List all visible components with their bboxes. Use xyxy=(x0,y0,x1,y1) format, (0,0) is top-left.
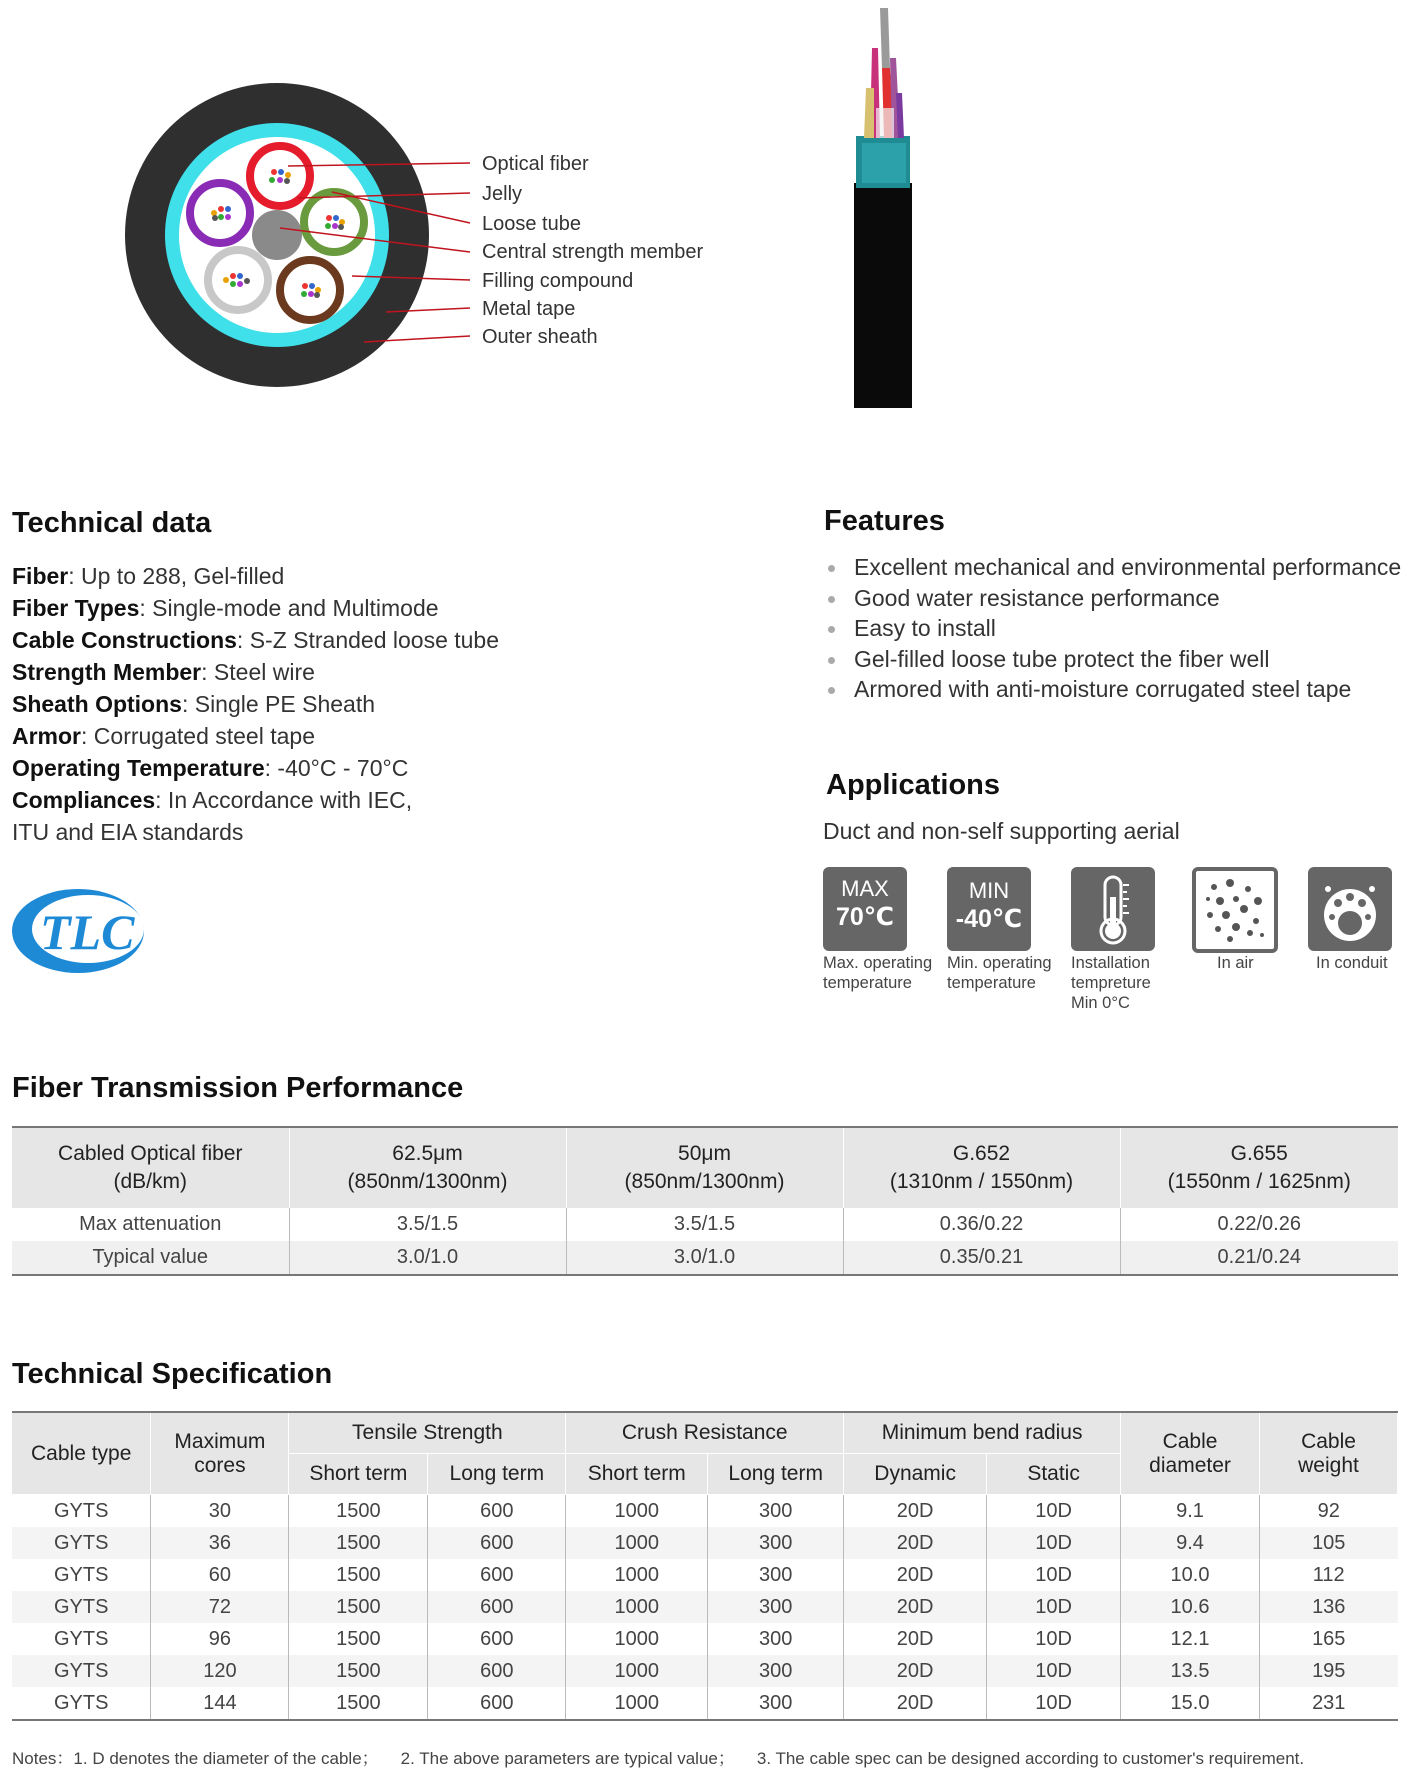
table-cell: GYTS xyxy=(12,1559,151,1591)
table-row xyxy=(12,1687,1398,1720)
table-cell: 1500 xyxy=(289,1527,428,1559)
table-cell: 13.5 xyxy=(1121,1655,1260,1687)
technical-data-list xyxy=(12,560,499,848)
spec-header-diameter: Cable diameter xyxy=(1121,1412,1260,1495)
features-title: Features xyxy=(824,505,945,537)
label-loose-tube: Loose tube xyxy=(482,213,581,235)
table-cell: 10D xyxy=(987,1655,1121,1687)
tech-item: Strength Member: Steel wire xyxy=(12,659,315,685)
perf-header: Cabled Optical fiber (dB/km) xyxy=(12,1127,289,1208)
table-cell: 9.1 xyxy=(1121,1495,1260,1528)
table-cell: 120 xyxy=(151,1655,289,1687)
applications-title: Applications xyxy=(826,769,1001,801)
table-cell: 105 xyxy=(1260,1527,1398,1559)
perf-header: 50μm (850nm/1300nm) xyxy=(566,1127,843,1208)
table-cell: 1000 xyxy=(566,1655,708,1687)
tech-item: Fiber Types: Single-mode and Multimode xyxy=(12,595,439,621)
table-cell: GYTS xyxy=(12,1655,151,1687)
min-temperature-icon: MIN -40℃ xyxy=(947,867,1031,951)
table-row: Max attenuation 3.5/1.5 3.5/1.5 0.36/0.22 0.22/0.26 xyxy=(12,1208,1398,1241)
tlc-logo xyxy=(10,885,150,975)
table-cell: 1500 xyxy=(289,1687,428,1720)
tech-item: Armor: Corrugated steel tape xyxy=(12,723,315,749)
table-cell: 10D xyxy=(987,1527,1121,1559)
table-cell: 20D xyxy=(844,1591,987,1623)
in-air-caption: In air xyxy=(1217,954,1254,972)
table-row xyxy=(12,1495,1398,1528)
table-cell: 600 xyxy=(428,1495,566,1528)
tech-item: Compliances: In Accordance with IEC, xyxy=(12,787,413,813)
feature-item: Easy to install xyxy=(826,613,1401,644)
table-cell: 300 xyxy=(708,1559,844,1591)
in-conduit-icon xyxy=(1308,867,1392,951)
tech-item: Cable Constructions: S-Z Stranded loose tube xyxy=(12,627,500,653)
table-cell: 136 xyxy=(1260,1591,1398,1623)
table-cell: 1000 xyxy=(566,1591,708,1623)
spec-header-max-cores: Maximum cores xyxy=(151,1412,289,1495)
table-cell: 1500 xyxy=(289,1655,428,1687)
features-list xyxy=(826,552,1401,705)
in-conduit-caption: In conduit xyxy=(1316,954,1388,972)
applications-subtitle: Duct and non-self supporting aerial xyxy=(823,818,1180,844)
spec-header-bend: Minimum bend radius xyxy=(844,1412,1121,1454)
table-cell: 20D xyxy=(844,1527,987,1559)
feature-item: Excellent mechanical and environmental performance xyxy=(826,552,1401,583)
spec-header-cable-type: Cable type xyxy=(12,1412,151,1495)
table-cell: 1500 xyxy=(289,1591,428,1623)
spec-header-long: Long term xyxy=(708,1454,844,1495)
label-jelly: Jelly xyxy=(482,183,523,205)
spec-table xyxy=(12,1411,1398,1721)
spec-title: Technical Specification xyxy=(12,1358,333,1390)
feature-item: Gel-filled loose tube protect the fiber well xyxy=(826,644,1401,675)
table-cell: 20D xyxy=(844,1655,987,1687)
table-cell: 30 xyxy=(151,1495,289,1528)
spec-header-short: Short term xyxy=(566,1454,708,1495)
table-cell: 36 xyxy=(151,1527,289,1559)
table-cell: 600 xyxy=(428,1655,566,1687)
notes: Notes：1. D denotes the diameter of the cable； 2. The above parameters are typical value； 3. The cable spec can be designed according to customer's requirement. xyxy=(12,1749,1305,1768)
table-cell: 15.0 xyxy=(1121,1687,1260,1720)
technical-data-title: Technical data xyxy=(12,507,212,539)
tech-item-continuation: ITU and EIA standards xyxy=(12,819,244,845)
table-row xyxy=(12,1623,1398,1655)
table-cell: 72 xyxy=(151,1591,289,1623)
table-cell: 195 xyxy=(1260,1655,1398,1687)
table-cell: 20D xyxy=(844,1495,987,1528)
table-cell: 20D xyxy=(844,1559,987,1591)
table-cell: 1500 xyxy=(289,1623,428,1655)
label-metal-tape: Metal tape xyxy=(482,298,576,320)
table-cell: 144 xyxy=(151,1687,289,1720)
tech-item: Fiber: Up to 288, Gel-filled xyxy=(12,563,285,589)
spec-header-long: Long term xyxy=(428,1454,566,1495)
table-row: Typical value 3.0/1.0 3.0/1.0 0.35/0.21 0.21/0.24 xyxy=(12,1241,1398,1275)
installation-temperature-caption: Installation tempreture Min 0°C xyxy=(1071,954,1151,1012)
table-cell: 300 xyxy=(708,1527,844,1559)
spec-header-short: Short term xyxy=(289,1454,428,1495)
table-cell: GYTS xyxy=(12,1527,151,1559)
svg-text:TLC: TLC xyxy=(40,904,135,960)
table-cell: 300 xyxy=(708,1655,844,1687)
table-cell: 300 xyxy=(708,1495,844,1528)
table-cell: 20D xyxy=(844,1623,987,1655)
table-cell: 10D xyxy=(987,1559,1121,1591)
feature-item: Good water resistance performance xyxy=(826,583,1401,614)
table-cell: 600 xyxy=(428,1527,566,1559)
cable-cross-section-diagram xyxy=(120,80,720,400)
table-cell: 10D xyxy=(987,1687,1121,1720)
tech-item: Operating Temperature: -40°C - 70°C xyxy=(12,755,409,781)
table-cell: 1000 xyxy=(566,1623,708,1655)
table-cell: 12.1 xyxy=(1121,1623,1260,1655)
label-filling-compound: Filling compound xyxy=(482,270,634,292)
max-temperature-caption: Max. operating temperature xyxy=(823,954,933,992)
table-cell: 10.0 xyxy=(1121,1559,1260,1591)
table-cell: 92 xyxy=(1317,1499,1340,1522)
in-air-icon xyxy=(1192,867,1278,953)
feature-item: Armored with anti-moisture corrugated steel tape xyxy=(826,674,1401,705)
table-cell: GYTS xyxy=(12,1591,151,1623)
table-cell: 60 xyxy=(151,1559,289,1591)
table-cell: 10D xyxy=(987,1591,1121,1623)
table-cell: 1000 xyxy=(566,1559,708,1591)
table-cell: 1000 xyxy=(566,1527,708,1559)
table-cell: 300 xyxy=(708,1623,844,1655)
perf-header: 62.5μm (850nm/1300nm) xyxy=(289,1127,566,1208)
spec-header-crush: Crush Resistance xyxy=(566,1412,844,1454)
label-central-strength-member: Central strength member xyxy=(482,241,704,263)
performance-table xyxy=(12,1126,1398,1276)
table-cell: 1500 xyxy=(289,1559,428,1591)
label-outer-sheath: Outer sheath xyxy=(482,326,598,348)
cable-photo xyxy=(850,8,930,408)
min-temperature-caption: Min. operating temperature xyxy=(947,954,1052,992)
table-cell: 1000 xyxy=(566,1495,708,1528)
tech-item: Sheath Options: Single PE Sheath xyxy=(12,691,376,717)
table-cell: 112 xyxy=(1312,1563,1345,1586)
spec-header-dynamic: Dynamic xyxy=(844,1454,987,1495)
max-temperature-icon: MAX 70℃ xyxy=(823,867,907,951)
table-cell: 9.4 xyxy=(1121,1527,1260,1559)
table-row xyxy=(12,1591,1398,1623)
table-cell: 300 xyxy=(708,1687,844,1720)
table-cell: GYTS xyxy=(12,1623,151,1655)
table-cell: 20D xyxy=(844,1687,987,1720)
table-cell: 231 xyxy=(1312,1691,1346,1714)
table-cell: 10.6 xyxy=(1121,1591,1260,1623)
table-cell: 1000 xyxy=(566,1687,708,1720)
table-cell: GYTS xyxy=(12,1687,151,1720)
table-cell: 165 xyxy=(1312,1627,1346,1650)
table-row xyxy=(12,1527,1398,1559)
table-row xyxy=(12,1655,1398,1687)
table-row xyxy=(12,1559,1398,1591)
table-cell: 600 xyxy=(428,1623,566,1655)
table-cell: 300 xyxy=(708,1591,844,1623)
spec-header-static: Static xyxy=(987,1454,1121,1495)
central-strength-member xyxy=(252,210,302,260)
table-cell: 1500 xyxy=(289,1495,428,1528)
table-cell: 10D xyxy=(987,1623,1121,1655)
table-cell: 10D xyxy=(987,1495,1121,1528)
performance-title: Fiber Transmission Performance xyxy=(12,1072,464,1104)
spec-header-weight: Cable weight xyxy=(1260,1412,1398,1495)
thermometer-icon xyxy=(1071,867,1155,951)
perf-header: G.655 (1550nm / 1625nm) xyxy=(1120,1127,1398,1208)
table-cell: 600 xyxy=(428,1591,566,1623)
perf-header: G.652 (1310nm / 1550nm) xyxy=(843,1127,1120,1208)
table-cell: 96 xyxy=(151,1623,289,1655)
spec-header-tensile: Tensile Strength xyxy=(289,1412,566,1454)
table-cell: 600 xyxy=(428,1687,566,1720)
label-optical-fiber: Optical fiber xyxy=(482,153,589,175)
table-cell: GYTS xyxy=(12,1495,151,1528)
table-cell: 600 xyxy=(428,1559,566,1591)
